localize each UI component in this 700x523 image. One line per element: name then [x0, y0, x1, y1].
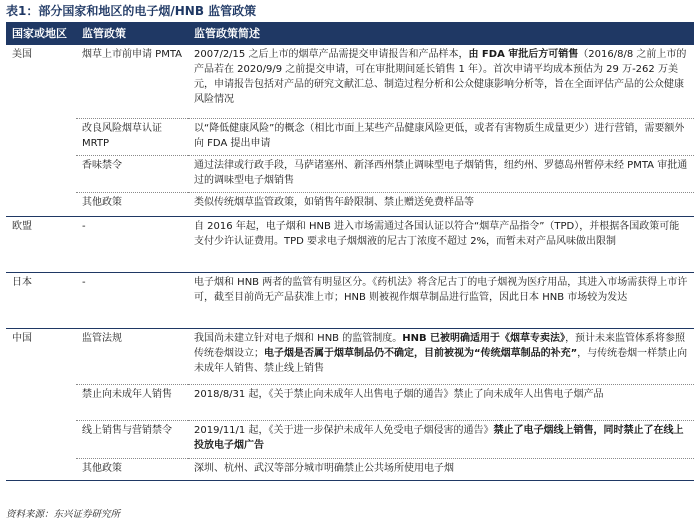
region-cell: 中国	[6, 329, 76, 385]
text-segment: 深圳、杭州、武汉等部分城市明确禁止公共场所使用电子烟	[194, 463, 454, 474]
region-cell: 欧盟	[6, 217, 76, 273]
policy-table	[6, 22, 694, 481]
table-row	[6, 385, 694, 421]
policy-cell: 烟草上市前申请 PMTA	[76, 45, 188, 119]
description-cell	[188, 421, 694, 459]
policy-cell: -	[76, 217, 188, 273]
bold-text: 电子烟是否属于烟草制品仍不确定，目前被视为“传统烟草制品的补充”	[264, 348, 578, 359]
policy-cell: 禁止向未成年人销售	[76, 385, 188, 421]
description-cell	[188, 385, 694, 421]
description-cell	[188, 45, 694, 119]
description-cell	[188, 156, 694, 193]
text-segment: 自 2016 年起，电子烟和 HNB 进入市场需通过各国认证以符合“烟草产品指令”（TPD），并根据各国政策可能支付少许认证费用。TPD 要求电子烟烟液的尼古丁浓度不超过 2%，而暂未对产品风味做出限制	[194, 221, 680, 247]
policy-cell: 其他政策	[76, 193, 188, 217]
table-row	[6, 459, 694, 481]
policy-cell: 监管法规	[76, 329, 188, 385]
table-row	[6, 156, 694, 193]
table-header-row	[6, 22, 694, 45]
text-segment: 2007/2/15 之后上市的烟草产品需提交申请报告和产品样本，	[194, 49, 469, 60]
table-row	[6, 119, 694, 156]
policy-cell: 线上销售与营销禁令	[76, 421, 188, 459]
region-cell: 日本	[6, 273, 76, 329]
bold-text: 禁止了电子烟线上销售，同时禁止了在线上投放电子烟广告	[194, 425, 684, 451]
policy-cell: 改良风险烟草认证 MRTP	[76, 119, 188, 156]
table-title: 表1：部分国家和地区的电子烟/HNB 监管政策	[6, 4, 257, 18]
policy-cell: 其他政策	[76, 459, 188, 481]
header-region: 国家或地区	[6, 22, 76, 45]
source-note: 资料来源：东兴证券研究所	[6, 509, 121, 520]
policy-cell: 香味禁令	[76, 156, 188, 193]
text-segment: 以“降低健康风险”的概念（相比市面上某些产品健康风险更低，或者有害物质生成量更少）进行营销，需要额外向 FDA 提出申请	[194, 123, 685, 149]
description-cell	[188, 193, 694, 217]
description-cell	[188, 459, 694, 481]
text-segment: （2016/8/8 之前上市的产品若在 2020/9/9 之前提交申请，可在审批期间延长销售 1 年）。首次申请平均成本预估为 29 万-262 万美元，申请报告包括对产品的研究文献汇总、制造过程分析和公众健康影响分析等，旨在全面评估产品的公众健康风险情况	[194, 49, 687, 105]
table-row	[6, 421, 694, 459]
header-policy: 监管政策	[76, 22, 188, 45]
text-segment: 电子烟和 HNB 两者的监管有明显区分。《药机法》将含尼古丁的电子烟视为医疗用品，其进入市场需获得上市许可，截至目前尚无产品获准上市；HNB 则被视作烟草制品进行监管，因此日本 HNB 市场较为发达	[194, 277, 688, 303]
text-segment: 我国尚未建立针对电子烟和 HNB 的监管制度。	[194, 333, 403, 344]
text-segment: 类似传统烟草监管政策，如销售年龄限制、禁止赠送免费样品等	[194, 197, 474, 208]
description-cell	[188, 217, 694, 273]
region-cell: 美国	[6, 45, 76, 119]
description-cell	[188, 273, 694, 329]
description-cell	[188, 329, 694, 385]
table-row	[6, 193, 694, 217]
text-segment: 通过法律或行政手段，马萨诸塞州、新泽西州禁止调味型电子烟销售，纽约州、罗德岛州暂停未经 PMTA 审批通过的调味型电子烟销售	[194, 160, 688, 186]
bold-text: 由 FDA 审批后方可销售	[468, 49, 579, 60]
header-description: 监管政策简述	[188, 22, 694, 45]
text-segment: ，与传统卷烟一样禁止向未成年人销售、禁止线上销售	[194, 348, 688, 374]
description-cell	[188, 119, 694, 156]
bold-text: HNB 已被明确适用于《烟草专卖法》	[402, 333, 566, 344]
table-row	[6, 329, 694, 385]
text-segment: 2018/8/31 起，《关于禁止向未成年人出售电子烟的通告》禁止了向未成年人出售电子烟产品	[194, 389, 604, 400]
text-segment: ，预计未来监管体系将参照传统卷烟设立；	[194, 333, 686, 359]
policy-cell: -	[76, 273, 188, 329]
table-row	[6, 273, 694, 329]
table-row	[6, 217, 694, 273]
table-row	[6, 45, 694, 119]
text-segment: 2019/11/1 起，《关于进一步保护未成年人免受电子烟侵害的通告》	[194, 425, 494, 436]
